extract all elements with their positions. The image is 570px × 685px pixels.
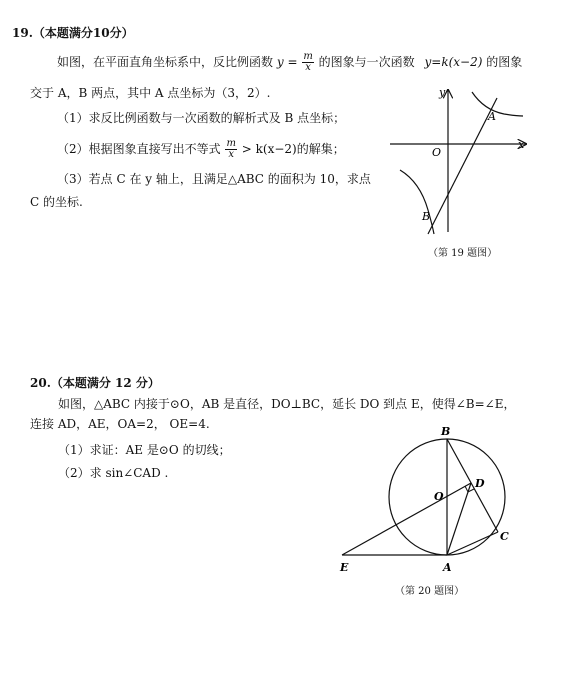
q19-figure [380, 82, 540, 242]
q19-linear-function: y=k(x−2) [424, 55, 483, 69]
segment-ca [447, 532, 498, 555]
q20-figure-caption: （第 20 题图） [395, 586, 465, 597]
q19-part2-fraction [225, 139, 236, 160]
segment-ed [342, 483, 471, 555]
q20-part2: （2）求 sin∠CAD . [58, 466, 169, 480]
q19-header: 19.（本题满分10分） [12, 26, 134, 40]
q19-line1 [57, 52, 522, 73]
fraction-numerator: m [303, 51, 313, 62]
point-d-label: D [475, 477, 485, 490]
q20-figure [330, 425, 530, 580]
fraction-numerator: m [226, 138, 236, 149]
q19-fraction-m-over-x [302, 52, 313, 73]
point-o-label: O [434, 490, 444, 503]
point-a-label: A [488, 110, 496, 123]
fraction-denominator: x [228, 149, 235, 160]
point-e-label: E [340, 561, 349, 574]
q19-line1-text-b: 的图象与一次函数 [318, 55, 415, 69]
point-b-label: B [441, 425, 451, 438]
y-axis-label: y [439, 86, 446, 99]
point-b-label: B [422, 210, 431, 223]
q19-part3: （3）若点 C 在 y 轴上，且满足△ABC 的面积为 10，求点 [57, 172, 371, 186]
q19-line2: 交于 A，B 两点，其中 A 点坐标为（3，2）. [30, 86, 271, 100]
linear-function-line [428, 98, 497, 234]
x-axis-label: x [518, 138, 525, 151]
q19-part1: （1）求反比例函数与一次函数的解析式及 B 点坐标； [57, 111, 346, 125]
q19-line1-text-a: 如图，在平面直角坐标系中，反比例函数 [57, 55, 274, 69]
origin-label: O [432, 146, 442, 159]
hyperbola-upper-branch [472, 92, 523, 116]
segment-bc [447, 439, 498, 532]
fraction-denominator: x [305, 62, 311, 73]
q19-figure-caption: （第 19 题图） [428, 248, 498, 259]
q19-part2-text-a: （2）根据图象直接写出不等式 [57, 142, 221, 156]
q20-header: 20.（本题满分 12 分） [30, 376, 160, 390]
q19-line1-text-c: 的图象 [486, 55, 523, 69]
q20-line2: 连接 AD，AE，OA=2， OE=4. [30, 417, 210, 431]
q19-part3-continued: C 的坐标. [30, 195, 83, 209]
hyperbola-lower-branch [400, 170, 434, 234]
point-a-label: A [443, 561, 452, 574]
q20-part1: （1）求证：AE 是⊙O 的切线； [58, 443, 231, 457]
q19-part2 [57, 139, 345, 160]
q20-line1: 如图，△ABC 内接于⊙O，AB 是直径，DO⊥BC，延长 DO 到点 E，使得∠B=∠E， [58, 397, 516, 411]
point-c-label: C [500, 530, 509, 543]
q19-part2-text-b: > k(x−2)的解集； [241, 142, 345, 156]
q19-y-label: y = [276, 55, 298, 69]
